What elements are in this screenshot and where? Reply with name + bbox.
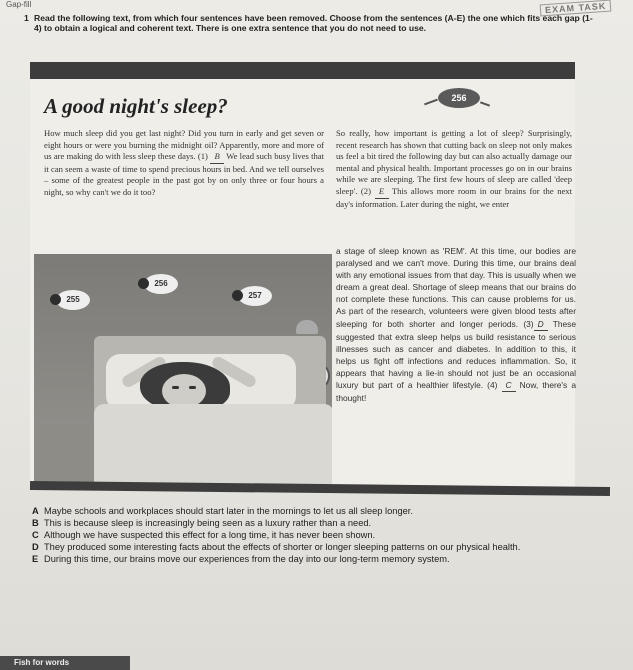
paragraph-research-cont: This allows more room in our brains for the next day's information. Later during the night, we enter	[336, 185, 572, 209]
gap-2-answer[interactable]: E	[375, 186, 389, 199]
option-letter: D	[32, 542, 39, 552]
gap-4-answer[interactable]: C	[502, 379, 516, 392]
blanket	[94, 404, 332, 484]
sheep-counter-icon: 256	[438, 88, 480, 108]
option-c[interactable]	[32, 529, 622, 541]
sheep-head-icon	[50, 294, 61, 305]
article-title: A good night's sleep?	[44, 94, 228, 118]
sheep-head-icon	[138, 278, 149, 289]
section-tag: Gap-fill	[6, 0, 32, 9]
paragraph-conclusion: Now, there's a thought!	[336, 380, 576, 404]
footer-section-tab: Fish for words	[0, 656, 130, 670]
task-instruction-text: Read the following text, from which four sentences have been removed. Choose from the sentences (A-E) the one which fits each gap (1-4) to obtain a logical and coherent text. There is one extra sentence that you do not need to use.	[34, 13, 593, 33]
sleepless-woman-face	[162, 374, 206, 408]
exam-task-stamp: EXAM TASK	[539, 0, 611, 16]
lamp-icon	[296, 320, 318, 334]
sleep-illustration	[34, 254, 332, 484]
paragraph-rem-cont: These suggested that extra sleep helps us build resistance to serious illnesses such as cancer and diabetes. In addition to this, it helps us fight off infections and reduces inflammation. So, it appears that having a lie-in should not just be an occasional luxury but part of a healthier lifestyle. (4)	[336, 318, 576, 391]
sheep-icon: 256	[144, 274, 178, 294]
option-letter: A	[32, 506, 39, 516]
option-letter: C	[32, 530, 39, 540]
gap-1-answer[interactable]: B	[210, 151, 224, 164]
sentence-options	[32, 505, 622, 565]
option-a[interactable]	[32, 505, 622, 517]
option-b[interactable]	[32, 517, 622, 529]
option-text: This is because sleep is increasingly being seen as a luxury rather than a need.	[44, 518, 372, 528]
option-text: Although we have suspected this effect for a long time, it has never been shown.	[44, 530, 376, 540]
sheep-icon: 257	[238, 286, 272, 306]
sheep-head-icon	[232, 290, 243, 301]
article-right-column-top	[336, 128, 572, 210]
option-e[interactable]	[32, 553, 622, 565]
option-letter: E	[32, 554, 39, 564]
article-right-column-bottom	[336, 245, 576, 404]
gap-3-answer[interactable]: D	[534, 318, 548, 331]
option-text: During this time, our brains move our experiences from the day into our long-term memory system.	[44, 554, 450, 564]
article-left-column	[44, 128, 324, 199]
paragraph-intro-cont: We lead such busy lives that it can seem a waste of time to spend precious hours in bed. And we tell ourselves – some of the greatest people in the past got by on only three or four hours a night, so why can't we do it too?	[44, 151, 324, 197]
task-instruction	[24, 13, 594, 33]
option-d[interactable]	[32, 541, 622, 553]
task-number: 1	[24, 13, 29, 23]
option-letter: B	[32, 518, 39, 528]
paragraph-intro: How much sleep did you get last night? Did you turn in early and get seven or eight hours or were you burning the midnight oil? Apparently, more and more of us are making do with less sleep these days. (1)	[44, 128, 324, 162]
paragraph-rem: a stage of sleep known as 'REM'. At this time, our bodies are paralysed and we can't move. During this time, our brains deal with any emotional issues from that day. This is usually when we dream a great deal. Shortage of sleep means that our brains do not complete these functions. This can cause problems for us. As part of the research, volunteers were given blood tests after sleeping for both shorter and longer periods. (3)	[336, 246, 576, 329]
paragraph-research: So really, how important is getting a lot of sleep? Surprisingly, recent research has shown that cutting back on sleep not only makes us feel a bit tired the following day but can also actually damage our mental and physical health. Important processes go on in our brains while we are sleeping. The first few hours of sleep are called 'deep sleep'. (2)	[336, 128, 572, 196]
article-top-bar	[30, 62, 575, 79]
sheep-icon: 255	[56, 290, 90, 310]
option-text: They produced some interesting facts about the effects of shorter or longer sleeping patterns on our physical health.	[44, 542, 521, 552]
option-text: Maybe schools and workplaces should start later in the mornings to let us all sleep longer.	[44, 506, 413, 516]
